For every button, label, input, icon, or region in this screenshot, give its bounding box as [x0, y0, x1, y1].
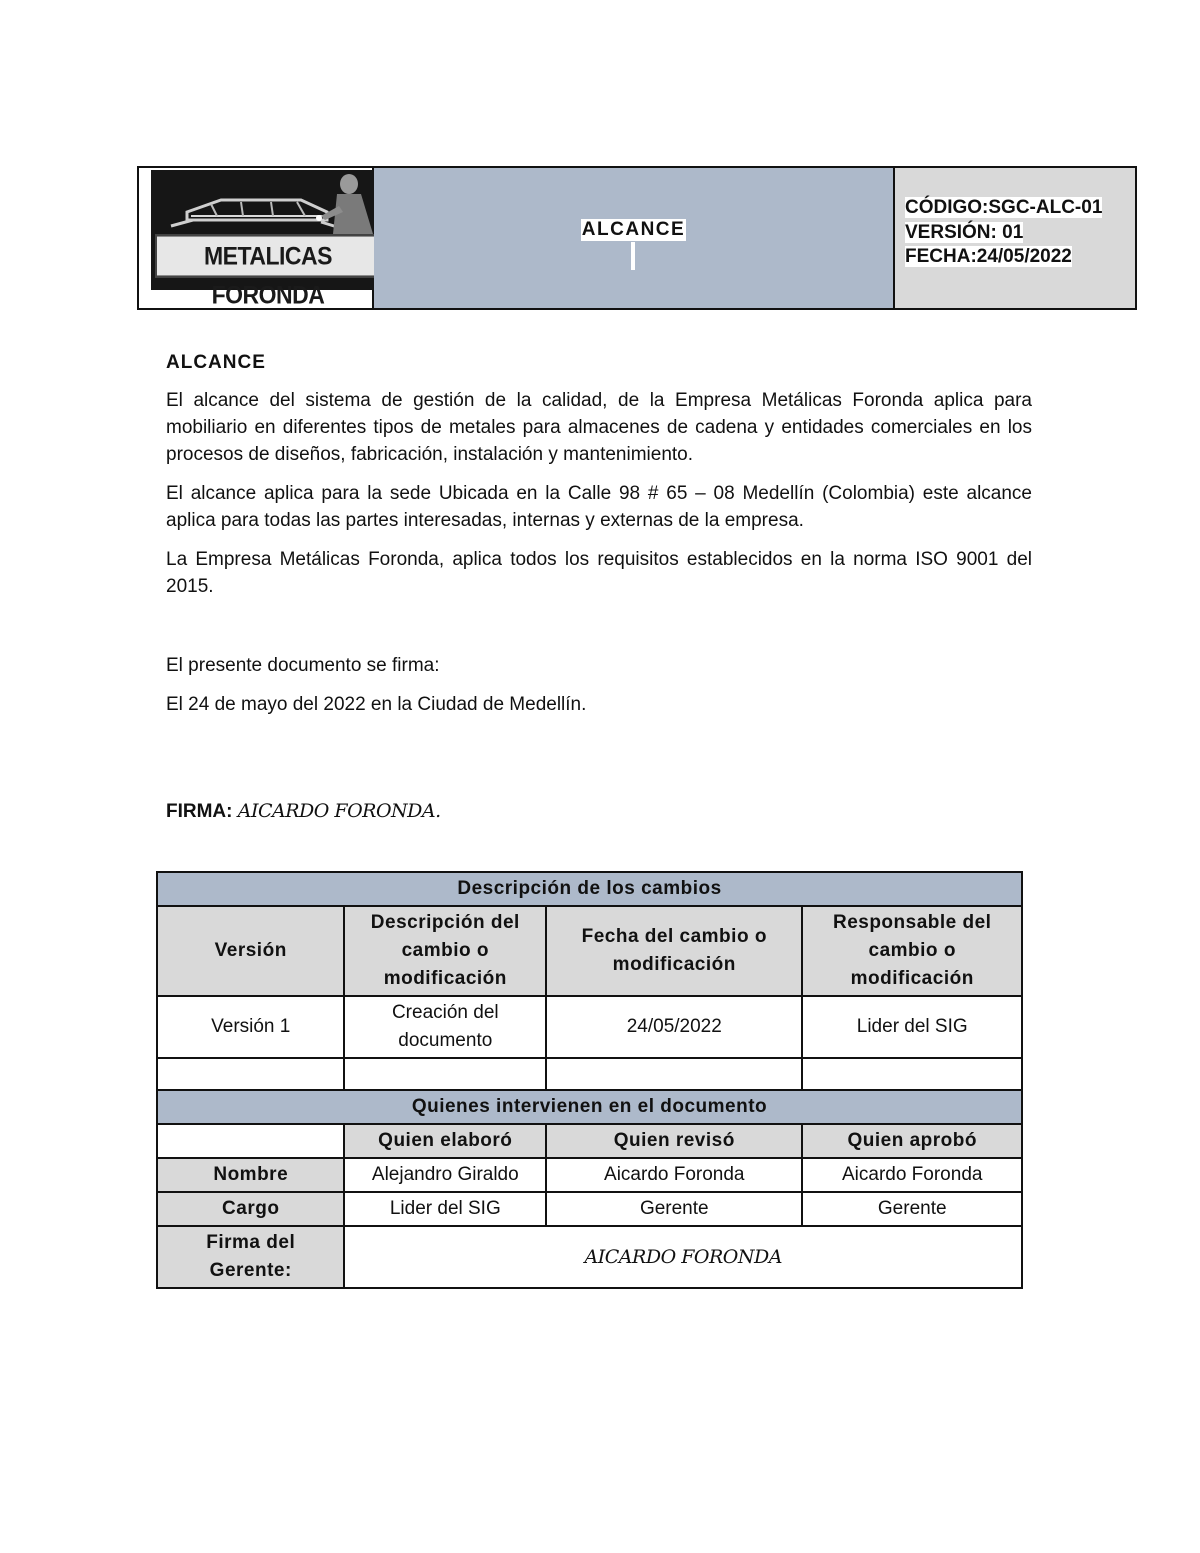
- change-description: Creación del documento: [344, 996, 546, 1058]
- empty-cell: [157, 1124, 344, 1158]
- prepared-by-role: Lider del SIG: [344, 1192, 546, 1226]
- approved-by-role: Gerente: [802, 1192, 1022, 1226]
- sign-place-date: El 24 de mayo del 2022 en la Ciudad de Medellín.: [166, 694, 587, 715]
- column-header-prepared: Quien elaboró: [344, 1124, 546, 1158]
- logo-wordmark: METALICAS FORONDA: [155, 234, 381, 277]
- row-label-manager-signature: Firma del Gerente:: [157, 1226, 344, 1288]
- row-label-name: Nombre: [157, 1158, 344, 1192]
- document-body: [166, 352, 1032, 730]
- empty-cell: [802, 1058, 1022, 1090]
- document-code: CÓDIGO:SGC-ALC-01: [905, 197, 1103, 218]
- change-responsible: Lider del SIG: [802, 996, 1022, 1058]
- column-header-version: Versión: [157, 906, 344, 996]
- change-version: Versión 1: [157, 996, 344, 1058]
- reviewed-by-name: Aicardo Foronda: [546, 1158, 802, 1192]
- header-title-cell: [374, 168, 895, 308]
- prepared-by-name: Alejandro Giraldo: [344, 1158, 546, 1192]
- document-meta: [895, 168, 1135, 308]
- paragraph-location: El alcance aplica para la sede Ubicada en la Calle 98 # 65 – 08 Medellín (Colombia) este alcance aplica para todas las partes interesadas, internas y externas de la empresa.: [166, 483, 1032, 531]
- company-logo: [151, 170, 387, 309]
- changes-title: Descripción de los cambios: [157, 872, 1022, 906]
- empty-cell: [344, 1058, 546, 1090]
- document-header: [137, 166, 1137, 310]
- paragraph-scope: El alcance del sistema de gestión de la calidad, de la Empresa Metálicas Foronda aplica para mobiliario en diferentes tipos de metales para almacenes de cadena y entidades comerciales en los procesos de diseños, fabricación, instalación y mantenimiento.: [166, 390, 1032, 465]
- signature-line: [166, 800, 441, 823]
- column-header-date: Fecha del cambio o modificación: [546, 906, 802, 996]
- document-date: FECHA:24/05/2022: [905, 246, 1072, 267]
- section-heading: ALCANCE: [166, 352, 266, 373]
- signature-name: AICARDO FORONDA.: [237, 800, 441, 822]
- column-header-responsible: Responsable del cambio o modificación: [802, 906, 1022, 996]
- document-title: ALCANCE: [581, 219, 686, 240]
- approved-by-name: Aicardo Foronda: [802, 1158, 1022, 1192]
- change-date: 24/05/2022: [546, 996, 802, 1058]
- paragraph-iso: La Empresa Metálicas Foronda, aplica todos los requisitos establecidos en la norma ISO 9001 del 2015.: [166, 549, 1032, 597]
- control-table: [156, 871, 1023, 1289]
- participants-title: Quienes intervienen en el documento: [157, 1090, 1022, 1124]
- row-label-role: Cargo: [157, 1192, 344, 1226]
- empty-cell: [546, 1058, 802, 1090]
- column-header-approved: Quien aprobó: [802, 1124, 1022, 1158]
- logo-cell: [139, 168, 374, 308]
- document-version: VERSIÓN: 01: [905, 221, 1024, 243]
- sign-intro: El presente documento se firma:: [166, 655, 440, 676]
- text-cursor-mark: [631, 242, 635, 270]
- column-header-reviewed: Quien revisó: [546, 1124, 802, 1158]
- manager-signature: AICARDO FORONDA: [344, 1226, 1022, 1288]
- empty-cell: [157, 1058, 344, 1090]
- signature-label: FIRMA:: [166, 801, 233, 822]
- column-header-description: Descripción del cambio o modificación: [344, 906, 546, 996]
- reviewed-by-role: Gerente: [546, 1192, 802, 1226]
